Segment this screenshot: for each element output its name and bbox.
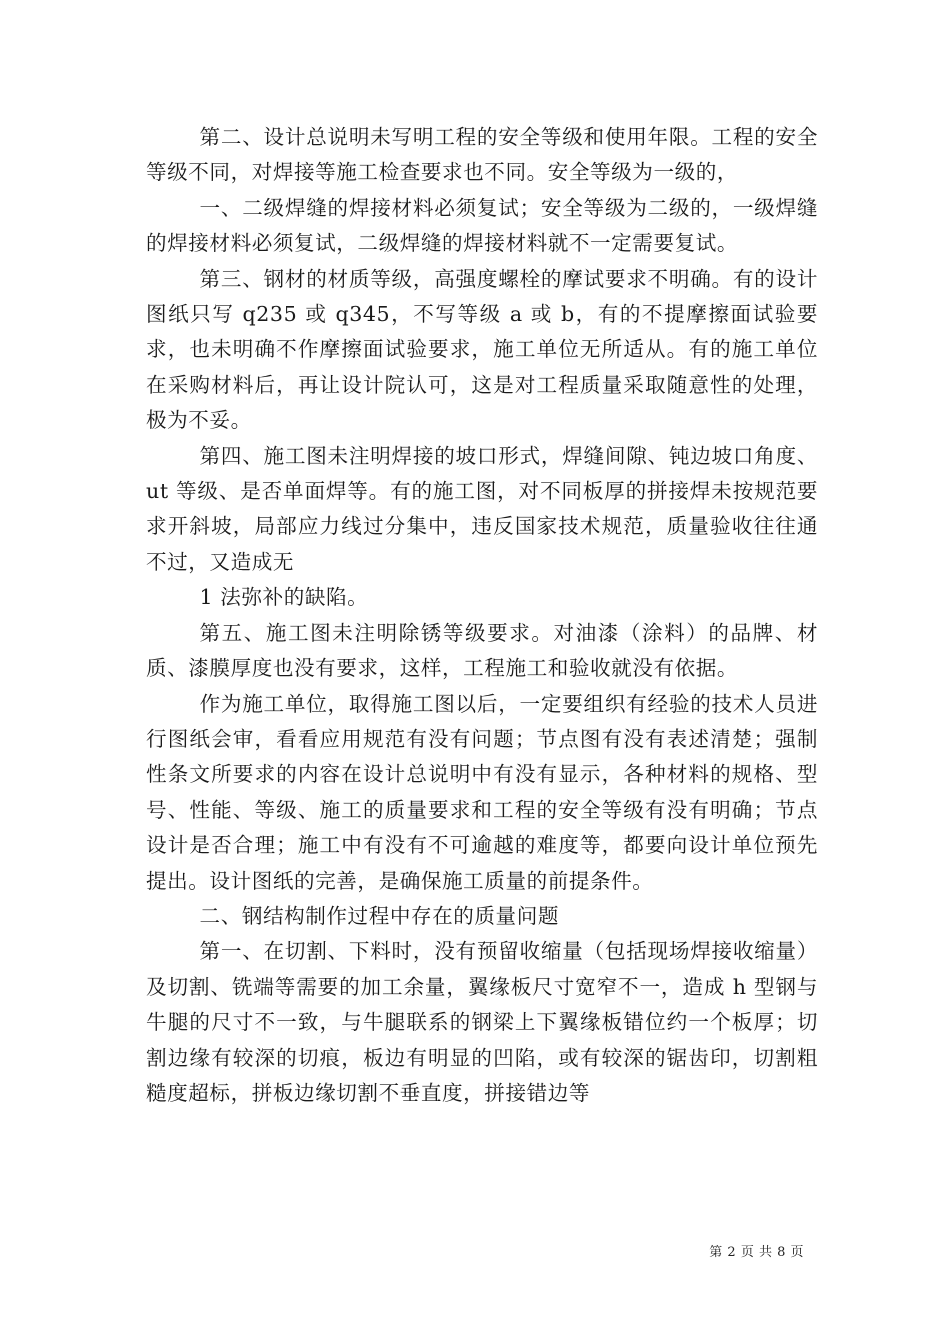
paragraph: 第一、在切割、下料时，没有预留收缩量（包括现场焊接收缩量）及切割、铣端等需要的加工余量，翼缘板尺寸宽窄不一，造成 h 型钢与牛腿的尺寸不一致，与牛腿联系的钢梁上下翼缘板错位约一个板厚；切割边缘有较深的切痕，板边有明显的凹陷，或有较深的锯齿印，切割粗糙度超标，拼板边缘切割不垂直度，拼接错边等 — [146, 939, 818, 1105]
paragraph: 第二、设计总说明未写明工程的安全等级和使用年限。工程的安全等级不同，对焊接等施工检查要求也不同。安全等级为一级的， — [146, 125, 818, 185]
paragraph: 1 法弥补的缺陷。 — [199, 585, 369, 610]
section-heading: 二、钢结构制作过程中存在的质量问题 — [199, 903, 559, 928]
page-number: 第 2 页 共 8 页 — [709, 1245, 804, 1260]
paragraph: 第三、钢材的材质等级，高强度螺栓的摩试要求不明确。有的设计图纸只写 q235 或 q345，不写等级 a 或 b，有的不提摩擦面试验要求，也未明确不作摩擦面试验要求，施工单位无所适从。有的施工单位在采购材料后，再让设计院认可，这是对工程质量采取随意性的处理，极为不妥。 — [146, 266, 818, 433]
paragraph: 第五、施工图未注明除锈等级要求。对油漆（涂料）的品牌、材质、漆膜厚度也没有要求，这样，工程施工和验收就没有依据。 — [146, 620, 818, 681]
paragraph: 一、二级焊缝的焊接材料必须复试；安全等级为二级的，一级焊缝的焊接材料必须复试，二级焊缝的焊接材料就不一定需要复试。 — [146, 195, 818, 256]
paragraph: 作为施工单位，取得施工图以后，一定要组织有经验的技术人员进行图纸会审，看看应用规范有没有问题；节点图有没有表述清楚；强制性条文所要求的内容在设计总说明中有没有显示，各种材料的规格、型号、性能、等级、施工的质量要求和工程的安全等级有没有明确；节点设计是否合理；施工中有没有不可逾越的难度等，都要向设计单位预先提出。设计图纸的完善，是确保施工质量的前提条件。 — [146, 691, 818, 893]
document-body — [146, 120, 818, 1111]
paragraph: 第四、施工图未注明焊接的坡口形式，焊缝间隙、钝边坡口角度、ut 等级、是否单面焊等。有的施工图，对不同板厚的拼接焊未按规范要求开斜坡，局部应力线过分集中，违反国家技术规范，质量验收往往通不过，又造成无 — [146, 443, 818, 574]
